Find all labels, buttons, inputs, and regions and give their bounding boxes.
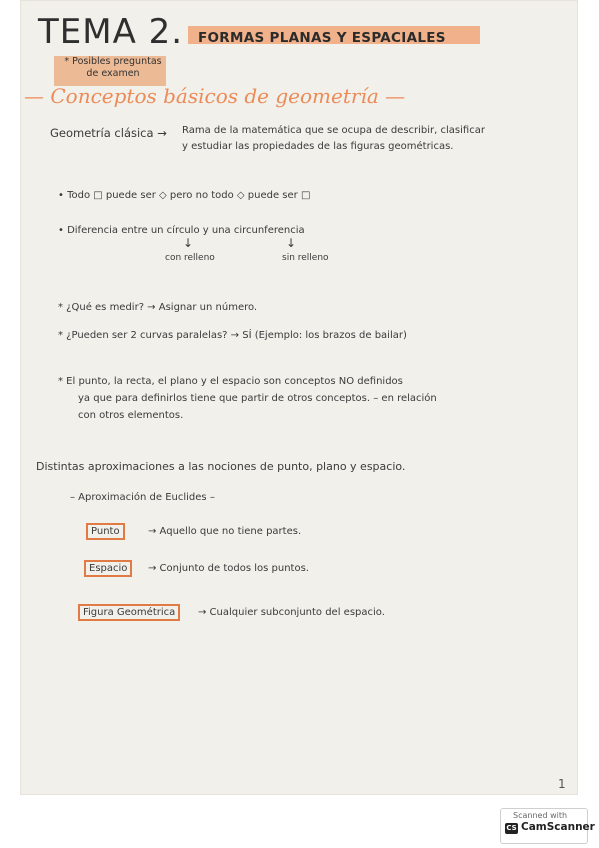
arrow-down-icon: ↓ (286, 236, 297, 250)
note-punto-line1: * El punto, la recta, el plano y el espacio son conceptos NO definidos (58, 376, 403, 387)
term-espacio: Espacio (84, 560, 132, 577)
geometry-definition-line2: y estudiar las propiedades de las figuras geométricas. (182, 141, 454, 152)
tema-number: 2. (148, 12, 184, 52)
note-todo: • Todo □ puede ser ◇ pero no todo ◇ puede ser □ (58, 190, 311, 201)
exam-tag-text: * Posibles preguntas de examen (64, 56, 162, 79)
geometry-label: Geometría clásica → (50, 126, 167, 140)
tema-title (38, 12, 183, 52)
geometry-definition-line1: Rama de la matemática que se ocupa de describir, clasificar (182, 125, 485, 136)
arrow-down-icon: ↓ (183, 236, 194, 250)
note-medir: * ¿Qué es medir? → Asignar un número. (58, 302, 258, 313)
camscanner-logo-icon: CS (506, 824, 517, 832)
camscanner-name: CamScanner (521, 821, 595, 833)
note-punto-line3: con otros elementos. (78, 410, 184, 421)
euclides-heading: – Aproximación de Euclides – (70, 492, 215, 503)
definition-espacio: → Conjunto de todos los puntos. (148, 563, 309, 574)
definition-punto: → Aquello que no tiene partes. (148, 526, 302, 537)
term-figura-geometrica: Figura Geométrica (78, 604, 180, 621)
term-punto: Punto (86, 523, 125, 540)
page-number: 1 (558, 777, 566, 791)
label-sin-relleno: sin relleno (282, 253, 329, 263)
section-heading: — Conceptos básicos de geometría — (24, 84, 406, 108)
tema-subtitle: FORMAS PLANAS Y ESPACIALES (198, 30, 446, 46)
definition-figura-geometrica: → Cualquier subconjunto del espacio. (198, 607, 385, 618)
aproximaciones-heading: Distintas aproximaciones a las nociones de punto, plano y espacio. (36, 460, 406, 473)
tema-word: TEMA (38, 12, 137, 52)
camscanner-scanned-with: Scanned with (513, 811, 568, 820)
note-diferencia: • Diferencia entre un círculo y una circunferencia (58, 225, 305, 236)
note-punto-line2: ya que para definirlos tiene que partir de otros conceptos. – en relación (78, 393, 437, 404)
label-con-relleno: con relleno (165, 253, 215, 263)
note-curvas: * ¿Pueden ser 2 curvas paralelas? → SÍ (Ejemplo: los brazos de bailar) (58, 330, 407, 341)
